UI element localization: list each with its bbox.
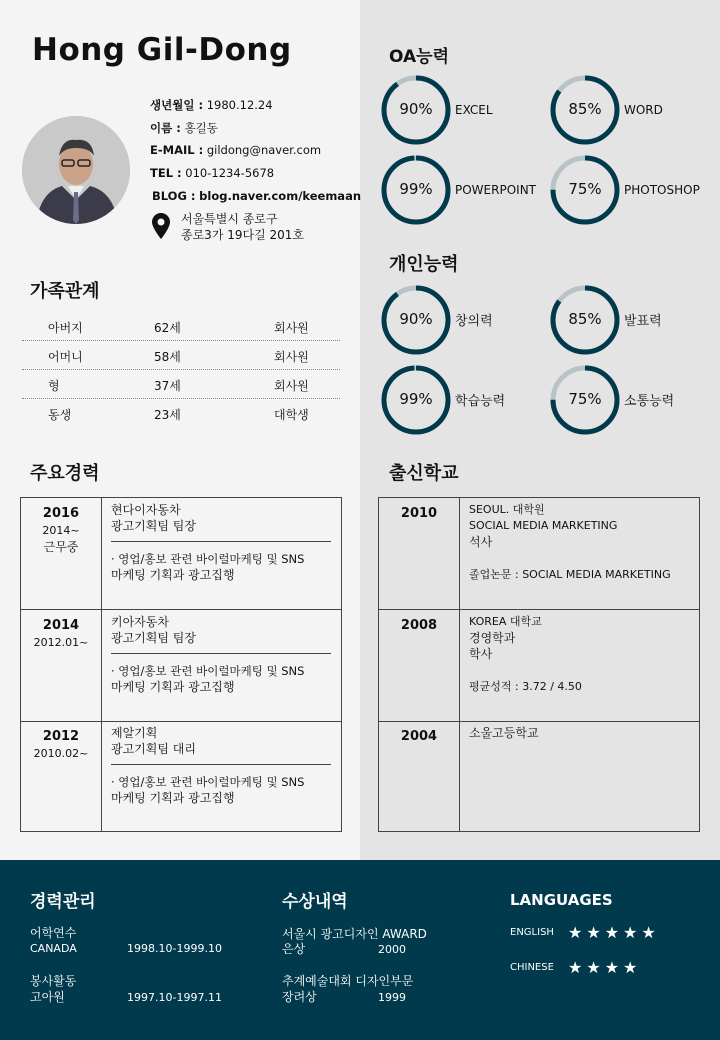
award-name: 추계예술대회 디자인부문 bbox=[282, 974, 414, 988]
word-label: WORD bbox=[624, 103, 663, 117]
career-role: 광고기획팀 대리 bbox=[111, 742, 196, 756]
learning-percent: 99% bbox=[399, 390, 433, 408]
email-label: E-MAIL : bbox=[150, 143, 204, 157]
school-year: 2004 bbox=[400, 729, 438, 744]
career-separator bbox=[111, 541, 331, 542]
career-period: 2012.01~ bbox=[33, 636, 89, 649]
family-relation: 어머니 bbox=[48, 350, 83, 364]
languages-title: LANGUAGES bbox=[510, 891, 613, 909]
name-value: 홍길동 bbox=[184, 121, 218, 135]
powerpoint-percent: 99% bbox=[399, 180, 433, 198]
award-prize: 은상 bbox=[282, 942, 306, 956]
photoshop-percent: 75% bbox=[568, 180, 602, 198]
family-relation: 아버지 bbox=[48, 321, 83, 335]
career-role: 광고기획팀 팀장 bbox=[111, 519, 196, 533]
excel-percent: 90% bbox=[399, 100, 433, 118]
career-year: 2012 bbox=[42, 729, 80, 744]
career-separator bbox=[111, 764, 331, 765]
school-major: 경영학과 bbox=[469, 631, 516, 645]
presentation-label: 발표력 bbox=[624, 314, 662, 329]
photoshop-label: PHOTOSHOP bbox=[624, 183, 700, 197]
career-row bbox=[21, 610, 341, 722]
career-year: 2016 bbox=[42, 506, 80, 521]
career-row bbox=[21, 721, 341, 833]
career-desc: · 영업/홍보 관련 바이럴마케팅 및 SNS bbox=[111, 664, 305, 678]
name-label: 이름 : bbox=[150, 121, 181, 135]
school-major: SOCIAL MEDIA MARKETING bbox=[469, 519, 618, 532]
career-table bbox=[20, 497, 342, 832]
career-year: 2014 bbox=[42, 618, 80, 633]
family-age: 62세 bbox=[154, 321, 181, 335]
birth-line bbox=[150, 97, 273, 113]
blog-line bbox=[152, 189, 361, 203]
school-title: 출신학교 bbox=[389, 463, 459, 484]
experience-title: 경력관리 bbox=[30, 892, 96, 912]
family-job: 회사원 bbox=[274, 350, 309, 364]
school-name: SEOUL. 대학원 bbox=[469, 503, 545, 516]
career-separator bbox=[111, 653, 331, 654]
language-name: ENGLISH bbox=[510, 927, 554, 938]
experience-place: CANADA bbox=[30, 942, 77, 955]
blog-label: BLOG : bbox=[152, 189, 196, 203]
experience-name: 봉사활동 bbox=[30, 974, 77, 988]
word-percent: 85% bbox=[568, 100, 602, 118]
address bbox=[181, 211, 304, 243]
family-age: 37세 bbox=[154, 379, 181, 393]
address-line-2: 종로3가 19다길 201호 bbox=[181, 228, 304, 242]
family-age: 23세 bbox=[154, 408, 181, 422]
school-year: 2008 bbox=[400, 618, 438, 633]
career-company: 키아자동차 bbox=[111, 615, 169, 629]
language-name: CHINESE bbox=[510, 962, 554, 973]
tel-value: 010-1234-5678 bbox=[185, 166, 275, 180]
learning-label: 학습능력 bbox=[455, 394, 506, 409]
award-name: 서울시 광고디자인 AWARD bbox=[282, 927, 427, 941]
email-value: gildong@naver.com bbox=[206, 143, 322, 157]
experience-name: 어학연수 bbox=[30, 926, 77, 940]
location-pin-icon bbox=[152, 213, 170, 243]
award-year: 1999 bbox=[378, 991, 406, 1004]
school-note: 평균성적 : 3.72 / 4.50 bbox=[469, 680, 582, 693]
powerpoint-label: POWERPOINT bbox=[455, 183, 536, 197]
career-company: 제알기획 bbox=[111, 726, 158, 740]
address-line-1: 서울특별시 종로구 bbox=[181, 212, 278, 226]
creativity-gauge bbox=[380, 284, 452, 356]
family-row bbox=[22, 312, 340, 341]
creativity-percent: 90% bbox=[399, 310, 433, 328]
awards-title: 수상내역 bbox=[282, 892, 348, 912]
school-name: 소울고등학교 bbox=[469, 726, 539, 740]
school-note: 졸업논문 : SOCIAL MEDIA MARKETING bbox=[469, 568, 671, 581]
career-role: 광고기획팀 팀장 bbox=[111, 631, 196, 645]
blog-value: blog.naver.com/keemaan bbox=[199, 189, 362, 203]
experience-place: 고아원 bbox=[30, 990, 65, 1004]
career-period: 2014~ bbox=[42, 524, 80, 537]
family-job: 회사원 bbox=[274, 379, 309, 393]
career-desc: 마케팅 기획과 광고집행 bbox=[111, 568, 235, 582]
school-degree: 학사 bbox=[469, 647, 493, 661]
learning-gauge bbox=[380, 364, 452, 436]
photoshop-gauge bbox=[549, 154, 621, 226]
career-period: 2010.02~ bbox=[33, 747, 89, 760]
language-stars: ★★★★ bbox=[568, 958, 642, 977]
personal-title: 개인능력 bbox=[389, 254, 459, 275]
career-row bbox=[21, 498, 341, 610]
career-desc: · 영업/홍보 관련 바이럴마케팅 및 SNS bbox=[111, 552, 305, 566]
career-status: 근무중 bbox=[43, 540, 79, 554]
profile-photo bbox=[22, 116, 130, 224]
presentation-percent: 85% bbox=[568, 310, 602, 328]
school-year: 2010 bbox=[400, 506, 438, 521]
school-name: KOREA 대학교 bbox=[469, 615, 542, 628]
school-row bbox=[379, 721, 699, 833]
family-title: 가족관계 bbox=[30, 281, 100, 302]
birth-value: 1980.12.24 bbox=[206, 98, 273, 112]
school-row bbox=[379, 498, 699, 610]
family-age: 58세 bbox=[154, 350, 181, 364]
page-title: Hong Gil-Dong bbox=[32, 32, 292, 68]
presentation-gauge bbox=[549, 284, 621, 356]
school-row bbox=[379, 610, 699, 722]
tel-label: TEL : bbox=[150, 166, 182, 180]
word-gauge bbox=[549, 74, 621, 146]
award-prize: 장려상 bbox=[282, 990, 317, 1004]
award-year: 2000 bbox=[378, 943, 406, 956]
excel-gauge bbox=[380, 74, 452, 146]
school-table bbox=[378, 497, 700, 832]
communication-label: 소통능력 bbox=[624, 394, 675, 409]
school-degree: 석사 bbox=[469, 535, 493, 549]
experience-period: 1997.10-1997.11 bbox=[127, 991, 222, 1004]
experience-period: 1998.10-1999.10 bbox=[127, 942, 222, 955]
excel-label: EXCEL bbox=[455, 103, 493, 117]
name-line bbox=[150, 120, 218, 136]
oa-title: OA능력 bbox=[389, 47, 449, 67]
family-job: 회사원 bbox=[274, 321, 309, 335]
footer bbox=[0, 860, 720, 1040]
communication-percent: 75% bbox=[568, 390, 602, 408]
language-stars: ★★★★★ bbox=[568, 923, 660, 942]
career-company: 현다이자동차 bbox=[111, 503, 181, 517]
career-desc: 마케팅 기획과 광고집행 bbox=[111, 680, 235, 694]
family-job: 대학생 bbox=[274, 408, 309, 422]
creativity-label: 창의력 bbox=[455, 314, 493, 329]
career-desc: · 영업/홍보 관련 바이럴마케팅 및 SNS bbox=[111, 775, 305, 789]
tel-line bbox=[150, 166, 274, 180]
birth-label: 생년월일 : bbox=[150, 98, 204, 112]
family-row bbox=[22, 399, 340, 428]
powerpoint-gauge bbox=[380, 154, 452, 226]
family-row bbox=[22, 341, 340, 370]
career-desc: 마케팅 기획과 광고집행 bbox=[111, 791, 235, 805]
family-relation: 형 bbox=[48, 379, 60, 393]
communication-gauge bbox=[549, 364, 621, 436]
family-relation: 동생 bbox=[48, 408, 72, 422]
career-title: 주요경력 bbox=[30, 463, 100, 484]
family-row bbox=[22, 370, 340, 399]
email-line bbox=[150, 143, 321, 157]
